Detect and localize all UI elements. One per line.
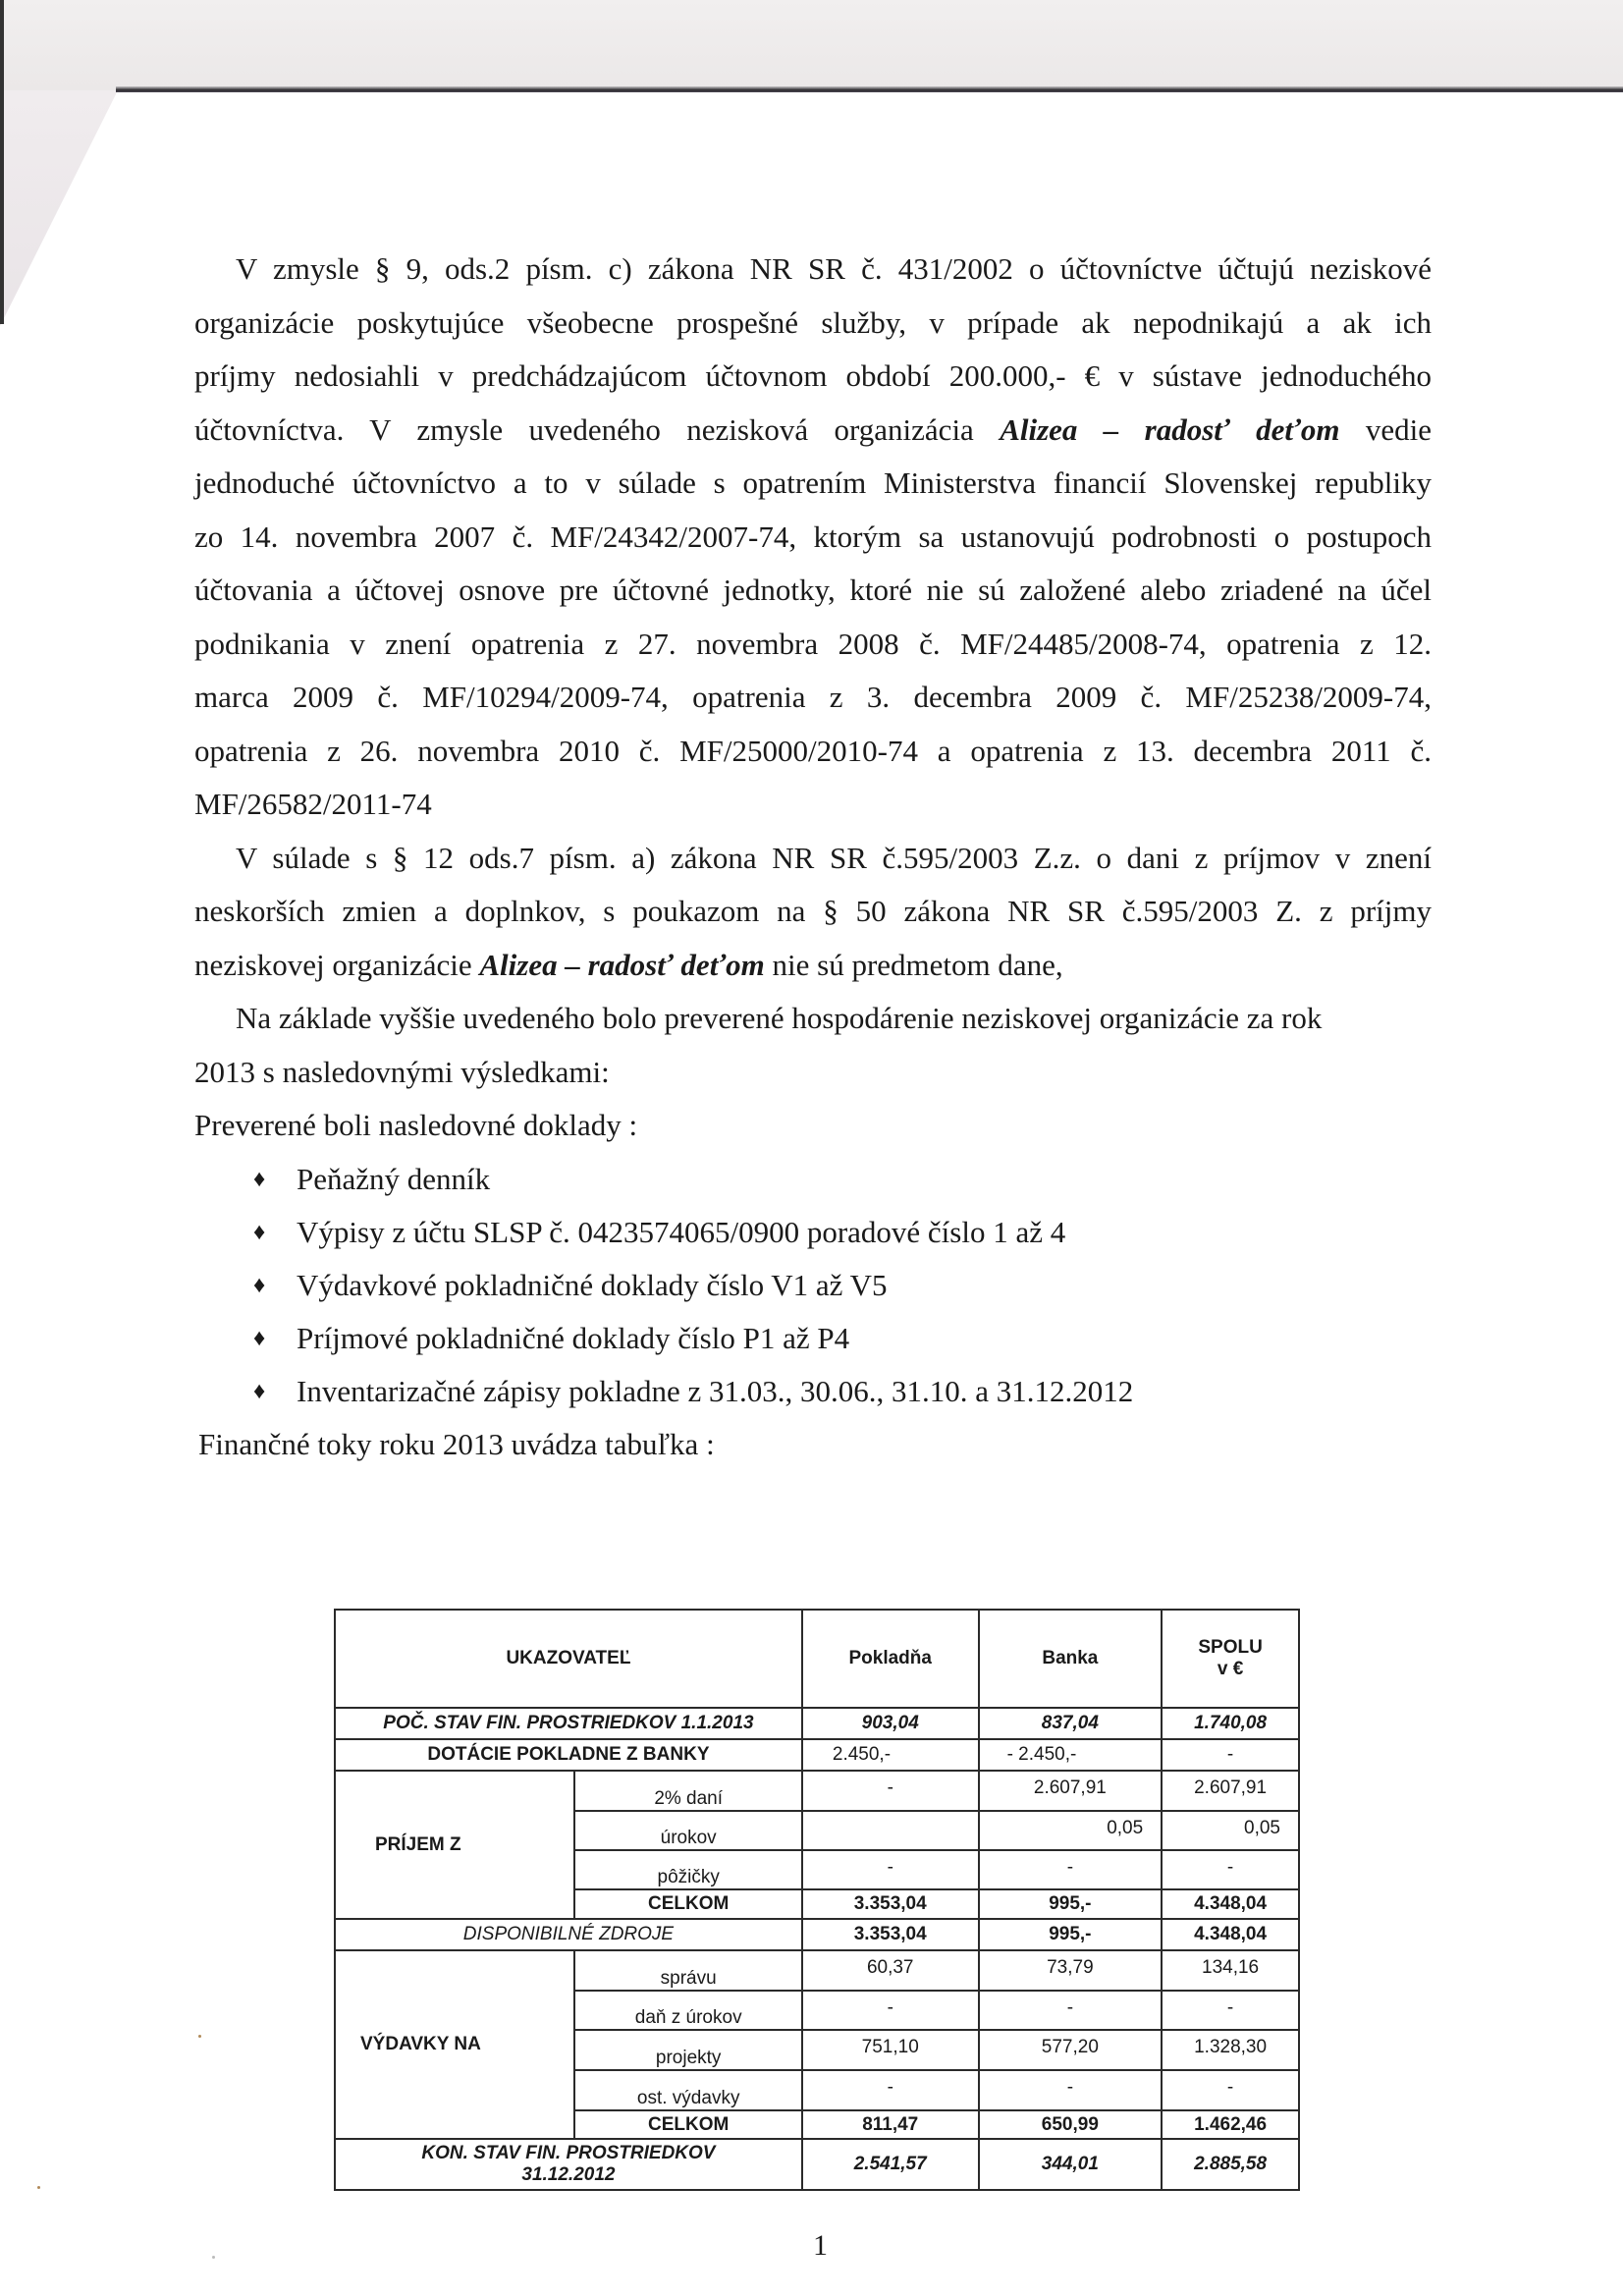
closing-label-line2: 31.12.2012 [521,2164,616,2185]
row-label: 2% daní [574,1771,801,1811]
text-line: podnikania v znení opatrenia z 27. novembra 2008 č. MF/24485/2008-74, opatrenia z 12. [194,626,1432,661]
cell-cash: 2.541,57 [802,2139,979,2190]
page-top-edge [116,86,1623,92]
text-line: marca 2009 č. MF/10294/2009-74, opatrenia z 3. decembra 2009 č. MF/25238/2009-74, [194,680,1432,714]
row-label: daň z úrokov [574,1991,801,2030]
documents-intro: Preverené boli nasledovné doklady : [194,1108,638,1142]
list-item [194,1312,1432,1365]
cell-cash: 60,37 [802,1950,979,1991]
text-fragment: nie sú predmetom dane, [772,947,1063,982]
diamond-bullet-icon: ♦ [253,1325,266,1351]
list-item [194,1259,1432,1312]
text-line: 2013 s nasledovnými výsledkami: [194,1054,610,1089]
scan-speck [212,2256,215,2259]
header-cash: Pokladňa [802,1610,979,1708]
cell-total: - [1162,1991,1299,2030]
text-fragment: účtovníctva. V zmysle uvedeného nezisková organizácia [194,411,974,447]
table-row-available-resources [335,1919,1299,1950]
list-item-text: Výpisy z účtu SLSP č. 0423574065/0900 poradové číslo 1 až 4 [297,1214,1066,1249]
text-fragment: neziskovej organizácie [194,947,472,982]
list-item-text: Inventarizačné zápisy pokladne z 31.03., 30.06., 31.10. a 31.12.2012 [297,1373,1134,1408]
text-line: príjmy nedosiahli v predchádzajúcom účtovnom období 200.000,- € v sústave jednoduchého [194,358,1432,393]
list-item-text: Peňažný denník [297,1161,491,1196]
cell-cash: 3.353,04 [802,1919,979,1950]
header-total-line1: SPOLU [1198,1637,1263,1658]
text-line: MF/26582/2011-74 [194,787,432,821]
cell-bank: - [979,2070,1163,2110]
paragraph-accounting-law [194,243,1432,1471]
cell-bank: 995,- [979,1889,1163,1919]
cell-bank: 577,20 [979,2030,1163,2070]
text-fragment: vedie [1365,411,1432,447]
cell-total: 1.462,46 [1162,2110,1299,2139]
row-label: ost. výdavky [574,2070,801,2110]
cell-bank: - 2.450,- [979,1739,1163,1771]
text-line: zo 14. novembra 2007 č. MF/24342/2007-74, ktorým sa ustanovujú podrobnosti o postupoch [194,519,1432,554]
cell-bank: - [979,1991,1163,2030]
cell-cash: - [802,1991,979,2030]
financial-flows-table [334,1609,1300,2191]
table-header-row [335,1610,1299,1708]
cell-total: 2.607,91 [1162,1771,1299,1811]
cell-cash: - [802,2070,979,2110]
header-indicator: UKAZOVATEĽ [335,1610,802,1708]
cell-cash [802,1811,979,1850]
cell-bank: 0,05 [979,1811,1163,1850]
cell-total: 2.885,58 [1162,2139,1299,2190]
cell-cash: 3.353,04 [802,1889,979,1919]
cell-cash: 903,04 [802,1708,979,1739]
header-total-line2: v € [1217,1659,1244,1679]
row-label: DOTÁCIE POKLADNE Z BANKY [335,1739,802,1771]
closing-label-line1: KON. STAV FIN. PROSTRIEDKOV [421,2143,716,2163]
cell-bank: - [979,1850,1163,1889]
list-item [194,1206,1432,1259]
cell-total: 4.348,04 [1162,1889,1299,1919]
text-line [194,404,1432,458]
text-line: účtovania a účtovej osnove pre účtovné jednotky, ktoré nie sú založené alebo zriadené na účel [194,573,1432,607]
scan-speck [198,2035,201,2038]
cell-total: 134,16 [1162,1950,1299,1991]
income-group-label: PRÍJEM Z [335,1771,574,1919]
diamond-bullet-icon: ♦ [253,1166,266,1192]
cell-total: - [1162,1850,1299,1889]
text-line: V zmysle § 9, ods.2 písm. c) zákona NR SR č. 431/2002 o účtovníctve účtujú neziskové [236,251,1432,286]
text-line: organizácie poskytujúce všeobecne prospešné služby, v prípade ak nepodnikajú a ak ich [194,304,1432,340]
cell-total: - [1162,1739,1299,1771]
cell-bank: 344,01 [979,2139,1163,2190]
text-line: neskorších zmien a doplnkov, s poukazom na § 50 zákona NR SR č.595/2003 Z. z príjmy [194,894,1432,928]
cell-bank: 73,79 [979,1950,1163,1991]
table-row-expense [335,1950,1299,1991]
row-label: CELKOM [574,2110,801,2139]
table-row-closing-balance [335,2139,1299,2190]
folded-page-corner [0,90,118,326]
row-label: projekty [574,2030,801,2070]
scanner-edge [0,0,4,324]
text-line [194,939,1432,993]
expenses-group-label: VÝDAVKY NA [335,1950,574,2139]
cell-total: 4.348,04 [1162,1919,1299,1950]
cell-cash: - [802,1771,979,1811]
cell-cash: 751,10 [802,2030,979,2070]
cell-total: 1.740,08 [1162,1708,1299,1739]
cell-total: 1.328,30 [1162,2030,1299,2070]
table-row-transfer [335,1739,1299,1771]
list-item [194,1365,1432,1418]
organization-name: Alizea – radosť deťom [479,947,765,982]
row-label: CELKOM [574,1889,801,1919]
list-item [194,1153,1432,1206]
row-label: pôžičky [574,1850,801,1889]
documents-list [194,1153,1432,1418]
row-label: DISPONIBILNÉ ZDROJE [335,1919,802,1950]
cell-total: 0,05 [1162,1811,1299,1850]
text-line: jednoduché účtovníctvo a to v súlade s opatrením Ministerstva financií Slovenskej republiky [194,465,1432,500]
cell-bank: 995,- [979,1919,1163,1950]
list-item-text: Príjmové pokladničné doklady číslo P1 až P4 [297,1320,850,1355]
table-intro: Finančné toky roku 2013 uvádza tabuľka : [198,1426,715,1461]
row-label: správu [574,1950,801,1991]
text-line: V súlade s § 12 ods.7 písm. a) zákona NR SR č.595/2003 Z.z. o dani z príjmov v znení [236,840,1432,875]
header-total [1162,1610,1299,1708]
cell-bank: 650,99 [979,2110,1163,2139]
cell-bank: 837,04 [979,1708,1163,1739]
page-number: 1 [813,2229,828,2262]
cell-cash: - [802,1850,979,1889]
row-label [335,2139,802,2190]
table-row-opening-balance [335,1708,1299,1739]
cell-bank: 2.607,91 [979,1771,1163,1811]
row-label: úrokov [574,1811,801,1850]
diamond-bullet-icon: ♦ [253,1219,266,1245]
scanner-background [0,0,1623,90]
text-line: opatrenia z 26. novembra 2010 č. MF/25000/2010-74 a opatrenia z 13. decembra 2011 č. [194,733,1432,768]
diamond-bullet-icon: ♦ [253,1378,266,1404]
cell-cash: 811,47 [802,2110,979,2139]
organization-name: Alizea – radosť deťom [1000,411,1340,447]
table-row-income [335,1771,1299,1811]
header-bank: Banka [979,1610,1163,1708]
cell-total: - [1162,2070,1299,2110]
diamond-bullet-icon: ♦ [253,1272,266,1298]
list-item-text: Výdavkové pokladničné doklady číslo V1 až V5 [297,1267,888,1302]
cell-cash: 2.450,- [802,1739,979,1771]
row-label: POČ. STAV FIN. PROSTRIEDKOV 1.1.2013 [335,1708,802,1739]
text-line: Na základe vyššie uvedeného bolo preverené hospodárenie neziskovej organizácie za rok [236,1001,1323,1035]
scan-speck [37,2186,40,2189]
